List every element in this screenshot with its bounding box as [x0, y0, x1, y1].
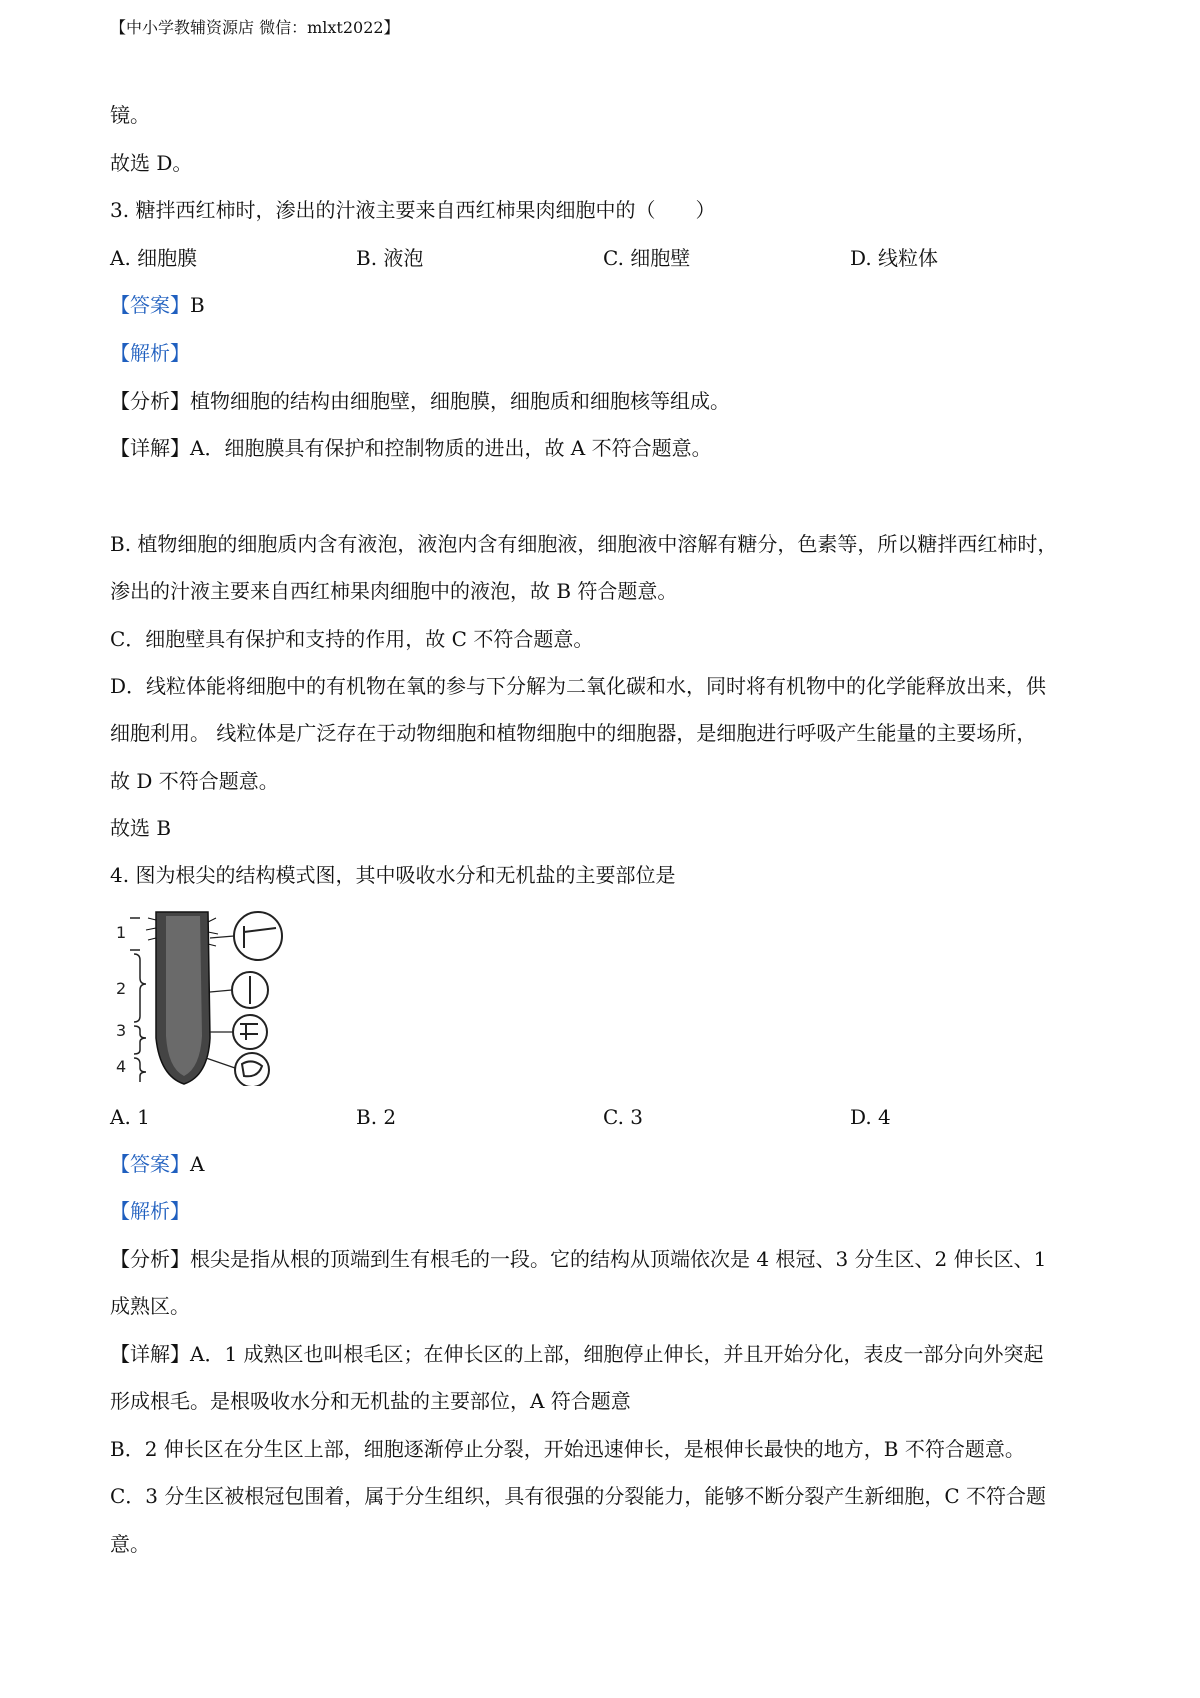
- figure-label-2: 2: [116, 979, 127, 998]
- detail-text: B. 植物细胞的细胞质内含有液泡，液泡内含有细胞液，细胞液中溶解有糖分，色素等，所以糖拌西红柿时，: [110, 532, 1058, 556]
- answer-line: [110, 1151, 204, 1177]
- option-c: C. 细胞壁: [603, 246, 691, 270]
- detail-text: 意。: [110, 1532, 150, 1556]
- bracket-2: [134, 954, 146, 1022]
- answer-value: B: [190, 293, 205, 317]
- connector-lines: [206, 936, 235, 1068]
- analysis-text: 【分析】根尖是指从根的顶端到生有根毛的一段。它的结构从顶端依次是 4 根冠、3 分生区、2 伸长区、1: [110, 1247, 1047, 1271]
- detail-text: 细胞利用。 线粒体是广泛存在于动物细胞和植物细胞中的细胞器，是细胞进行呼吸产生能量的主要场所，: [110, 721, 1037, 745]
- cell-circle-4: [235, 1053, 269, 1086]
- option-c: C. 3: [603, 1105, 644, 1129]
- root-tip-figure: [112, 908, 298, 1086]
- analysis-text: 【分析】植物细胞的结构由细胞壁，细胞膜，细胞质和细胞核等组成。: [110, 389, 730, 413]
- answer-tag: 【答案】: [110, 293, 190, 317]
- analysis-text: 成熟区。: [110, 1294, 190, 1318]
- detail-text: D．线粒体能将细胞中的有机物在氧的参与下分解为二氧化碳和水，同时将有机物中的化学能释放出来，供: [110, 674, 1047, 698]
- detail-text: B．2 伸长区在分生区上部，细胞逐渐停止分裂，开始迅速伸长，是根伸长最快的地方，B 不符合题意。: [110, 1437, 1025, 1461]
- analysis-tag: 【解析】: [110, 1199, 190, 1223]
- detail-text: C．细胞壁具有保护和支持的作用，故 C 不符合题意。: [110, 627, 594, 651]
- bracket-3: [134, 1026, 146, 1054]
- select-line: 故选 B: [110, 816, 172, 840]
- option-b: B. 液泡: [356, 246, 424, 270]
- figure-label-4: 4: [116, 1057, 127, 1076]
- detail-text: 形成根毛。是根吸收水分和无机盐的主要部位，A 符合题意: [110, 1389, 631, 1413]
- option-a: A. 细胞膜: [110, 246, 198, 270]
- figure-label-1: 1: [116, 923, 127, 942]
- option-a: A. 1: [110, 1105, 150, 1129]
- answer-tag: 【答案】: [110, 1152, 190, 1176]
- figure-label-3: 3: [116, 1021, 127, 1040]
- answer-value: A: [190, 1152, 205, 1176]
- detail-text: 【详解】A．细胞膜具有保护和控制物质的进出，故 A 不符合题意。: [110, 436, 712, 460]
- bracket-4: [134, 1058, 146, 1082]
- answer-line: [110, 292, 205, 318]
- option-d: D. 4: [850, 1105, 891, 1129]
- root-inner: [166, 916, 202, 1076]
- cell-circle-1: [234, 912, 282, 960]
- detail-text: 渗出的汁液主要来自西红柿果肉细胞中的液泡，故 B 符合题意。: [110, 579, 678, 603]
- analysis-tag: 【解析】: [110, 341, 190, 365]
- option-b: B. 2: [356, 1105, 397, 1129]
- detail-text: C．3 分生区被根冠包围着，属于分生组织，具有很强的分裂能力，能够不断分裂产生新细胞，C 不符合题: [110, 1484, 1047, 1508]
- text-line: 镜。: [110, 103, 150, 127]
- detail-text: 故 D 不符合题意。: [110, 769, 279, 793]
- page-header: 【中小学教辅资源店 微信：mlxt2022】: [110, 18, 400, 37]
- question-4: 4. 图为根尖的结构模式图，其中吸收水分和无机盐的主要部位是: [110, 863, 676, 887]
- cell-circle-3: [233, 1015, 267, 1049]
- text-line: 故选 D。: [110, 151, 193, 175]
- bracket-1: [130, 918, 140, 950]
- option-d: D. 线粒体: [850, 246, 939, 270]
- detail-text: 【详解】A．1 成熟区也叫根毛区；在伸长区的上部，细胞停止伸长，并且开始分化，表皮一部分向外突起: [110, 1342, 1044, 1366]
- question-3: 3. 糖拌西红柿时，渗出的汁液主要来自西红柿果肉细胞中的（ ）: [110, 198, 716, 222]
